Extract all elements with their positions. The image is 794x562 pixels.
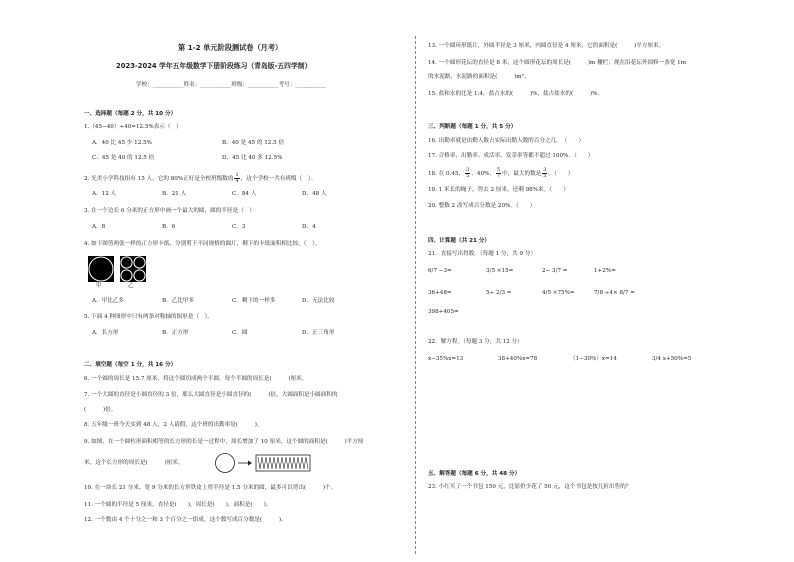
question-22: 22．解方程。（每题 3 分，共 12 分） — [428, 339, 523, 345]
question-6: 6. 一个圆的周长是 15.7 厘米，将这个圆切成两个半圆，每个半圆的周长是( )厘米。 — [84, 376, 308, 382]
q1-option-b: B．40 是 45 的 12.5 倍 — [222, 140, 285, 146]
q5-option-c: C．圆 — [232, 330, 248, 336]
q3-option-b: B．6 — [162, 224, 176, 230]
calc-2: 3/5 ×15= — [486, 268, 514, 274]
student-info-line: 学校：___________姓名：___________班级：___________考号：___________ — [136, 82, 327, 88]
question-15: 15. 盐和水的比是 1:4，盐占水的( )%，盐占盐水的( )%。 — [428, 91, 604, 97]
column-divider — [415, 36, 416, 554]
question-12: 12. 一个数由 4 个十分之一和 3 个百分之一组成，这个数写成百分数是( )。 — [84, 517, 287, 523]
question-16: 16. 出勤率就是出勤人数占实际出勤人数的百分之几． （ ） — [428, 138, 585, 144]
question-20: 20. 整数 2 改写成百分数是 20%。（ ） — [428, 203, 536, 209]
q9-circle — [216, 454, 235, 473]
q9-figure — [214, 452, 314, 474]
figure-yi-circle — [121, 270, 132, 281]
q18-fraction-3: $\frac{3}{5}$ — [543, 167, 547, 180]
q1-option-a: A．40 比 45 少 12.5% — [92, 140, 152, 146]
calc-5: 36+48= — [428, 290, 452, 296]
question-2: 2. 光美小学科技组有 15 人，它的 80%正好是全校班级数的 $\frac{1}{4}$ ，这个学校一共有班级（ ）。 — [84, 172, 317, 185]
calc-1: 6/7 −3= — [428, 268, 452, 274]
question-9: 9. 如图，在一个圆柱形面积相等的长方形的长是一过程中，周长增加了 10 厘米，这个圆的面积是( )平方厘 — [84, 439, 364, 445]
equation-1: x−35%x=13 — [428, 356, 464, 362]
question-14: 14. 一个圆形花坛的直径是 8 米，这个圆形花坛的周长是( )m 栅栏；现在沿花坛外围修一条宽 1m — [428, 60, 687, 66]
q4-option-a: A．甲比乙多 — [92, 298, 125, 304]
question-23: 23. 小红买了一个书包 150 元，比原价少花了 50 元，这个书包是按几折出售的？ — [428, 484, 632, 490]
calc-7: 4/5 ×75%= — [542, 290, 575, 296]
q1-option-c: C．45 是 40 的 12.5 倍 — [92, 155, 155, 161]
question-5: 5. 下面 4 种图形中只有两条对称轴的图形是（ ）。 — [84, 314, 213, 320]
question-17: 17. 合格率、出勤率、成活率、发芽率等都不超过 100%．（ ） — [428, 153, 594, 159]
q4-option-c: C．剩下的一样多 — [232, 298, 276, 304]
q2-option-d: D．48 人 — [302, 191, 327, 197]
question-7: 7. 一个大圆的直径是小圆直径的 3 倍，那么大圆直径是小圆直径的( )倍，大圆面积是小圆面积的 — [84, 392, 338, 398]
equation-3: （1−30%）x=14 — [570, 356, 617, 362]
q1-option-d: D．45 比 40 多 12.5% — [222, 155, 283, 161]
question-14-cont: 的水泥路，水泥路的面积是( )m²。 — [428, 74, 530, 80]
calc-6: 5÷ 2/3 = — [486, 290, 512, 296]
right-column — [420, 0, 794, 562]
section-3-heading: 三、判断题（每题 1 分，共 5 分） — [428, 124, 517, 130]
section-5-heading: 五、解答题（每题 6 分，共 48 分） — [428, 471, 521, 477]
q18-fraction-2: $\frac{5}{7}$ — [496, 167, 501, 180]
page-subtitle: 2023-2024 学年五年级数学下册阶段练习（青岛版-五四学制） — [116, 62, 312, 70]
calc-8: 7/8 ÷4× 8/7 = — [594, 290, 635, 296]
question-8: 8. 五年级一班今天实到 48 人，2 人请假，这个班的出勤率是( )。 — [84, 422, 263, 428]
figure-yi-circle — [134, 257, 145, 268]
question-4: 4. 如下图剪两张一样的正方形卡纸，分别剪下不同规格的圆片，剩下的卡纸面积相比较，（ ）。 — [84, 241, 321, 247]
question-11: 11. 一个圆的半径是 5 厘米，直径是( )，周长是( )，面积是( )。 — [84, 502, 272, 508]
question-7-cont: ( )倍。 — [84, 407, 117, 413]
q3-option-d: D．4 — [302, 224, 316, 230]
question-18: 18. 在 0.45、 $\frac{3}{5}$ 、40%、 $\frac{5}{7}$ 中，最大的数是 $\frac{3}{5}$ 。（ ） — [428, 167, 574, 180]
equation-4: 3/4 x+50%=5 — [652, 356, 692, 362]
question-13: 13. 一个圆环形纸片，外圆半径是 3 厘米，内圆直径是 4 厘米，它的面积是( )平方厘米。 — [428, 43, 665, 49]
q5-option-a: A．长方形 — [92, 330, 119, 336]
question-21: 21．直接写出得数。（每题 1 分，共 9 分） — [428, 251, 537, 257]
q2-option-b: B．21 人 — [162, 191, 187, 197]
question-1: 1.（45−40）÷40=12.5%表示（ ） — [84, 124, 182, 130]
calc-9: 398+405= — [428, 309, 459, 315]
question-3: 3. 在一个边长 6 分米的正方形中画一个最大的圆，圆的半径是（ ） — [84, 208, 255, 214]
q4-option-b: B．乙比甲多 — [162, 298, 195, 304]
section-1-heading: 一、选择题（每题 2 分，共 10 分） — [84, 111, 177, 117]
figure-label-jia: 甲 — [96, 283, 102, 289]
equation-2: 38+40%x=78 — [498, 356, 538, 362]
page-title: 第 1-2 单元阶段测试卷（月考） — [178, 43, 283, 52]
calc-3: 2− 3/7 = — [542, 268, 568, 274]
q3-option-a: A．8 — [92, 224, 106, 230]
question-9-cont: 米，这个长方形的周长是( )厘米。 — [84, 460, 184, 466]
q3-option-c: C．3 — [232, 224, 246, 230]
calc-4: 1+2%= — [594, 268, 616, 274]
q9-arrow-head — [248, 461, 252, 466]
question-10: 10. 在一块长 21 分米、宽 9 分米的长方形铁皮上剪半径是 1.5 分米的圆，最多可以剪出( )个。 — [84, 485, 337, 491]
q5-option-d: D．正三角形 — [302, 330, 335, 336]
figure-yi-circle — [121, 257, 132, 268]
figure-yi-circle — [134, 270, 145, 281]
q2-option-c: C．84 人 — [232, 191, 257, 197]
q2-option-a: A．12 人 — [92, 191, 117, 197]
q2-fraction: $\frac{1}{4}$ — [235, 172, 239, 185]
figure-label-yi: 乙 — [128, 283, 134, 289]
figure-jia-circle — [89, 257, 113, 281]
q4-option-d: D．无法比较 — [302, 298, 335, 304]
section-2-heading: 二、填空题（每空 1 分，共 16 分） — [84, 362, 177, 368]
question-19: 19. 1 米长的绳子，剪去 2 厘米，还剩 98%米。（ ） — [428, 187, 569, 193]
section-4-heading: 四、计算题（共 21 分） — [428, 238, 491, 244]
q5-option-b: B．正方形 — [162, 330, 189, 336]
q18-fraction-1: $\frac{3}{5}$ — [466, 167, 470, 180]
